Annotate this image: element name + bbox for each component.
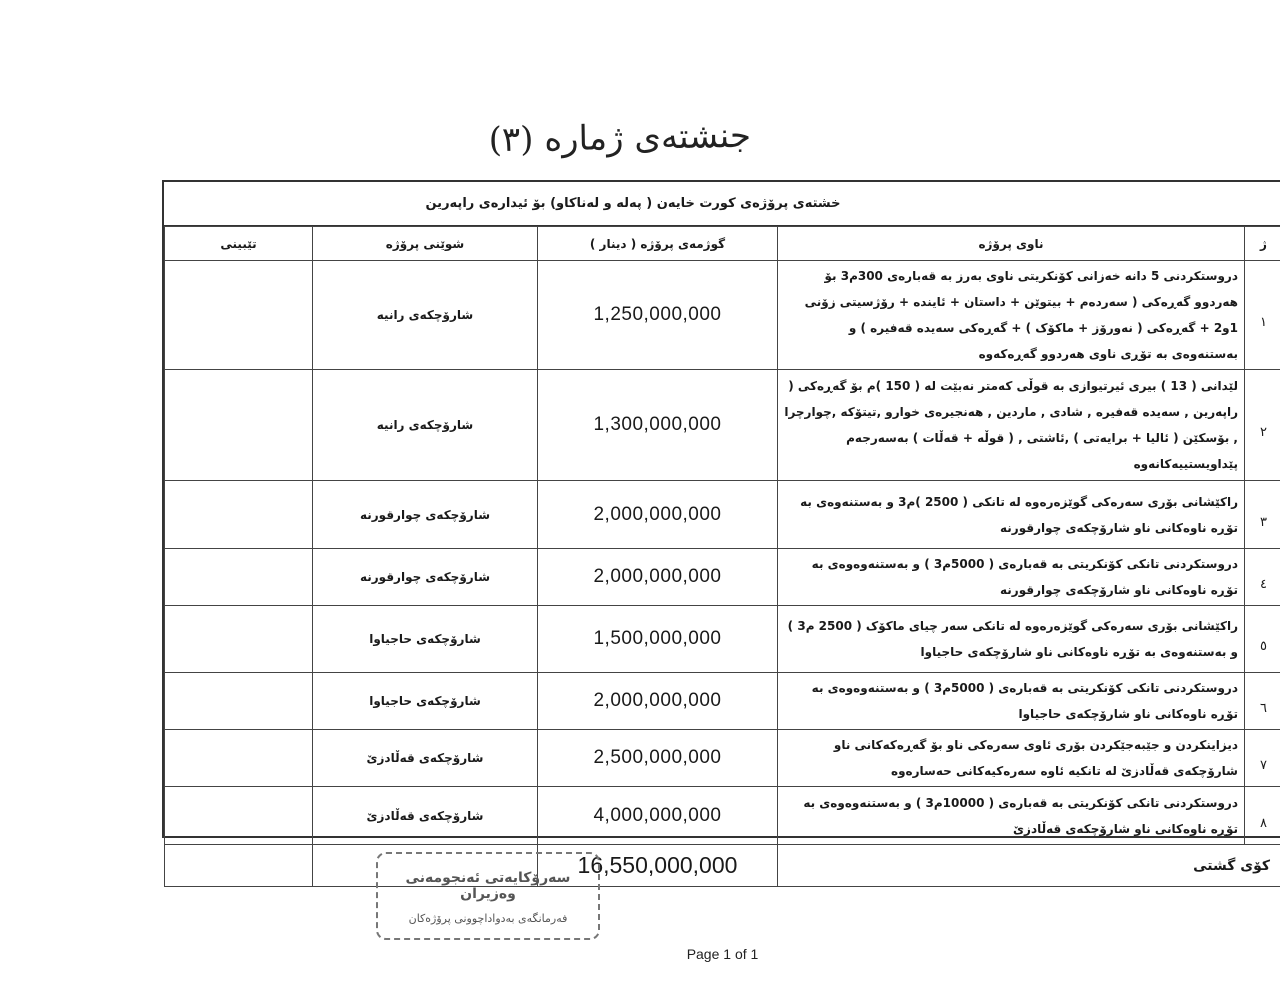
page-footer: Page 1 of 1 (686, 946, 759, 962)
row-number: ٣ (1245, 481, 1280, 549)
table-caption: خشتەی پرۆژەی کورت خایەن ( پەلە و لەناکاو) بۆ ئیدارەی راپەرین (164, 182, 1280, 226)
project-cost: 1,250,000,000 (538, 261, 778, 370)
stamp-line-1: سەرۆکایەتی ئەنجومەنی وەزیران (405, 870, 571, 902)
header-no: ژ (1245, 227, 1280, 261)
project-location: شارۆچکەی قەڵادزێ (313, 730, 538, 787)
project-cost: 2,000,000,000 (538, 673, 778, 730)
row-number: ٨ (1245, 787, 1280, 845)
project-location: شارۆچکەی قەڵادزێ (313, 787, 538, 845)
project-cost: 2,500,000,000 (538, 730, 778, 787)
project-cost: 2,000,000,000 (538, 481, 778, 549)
row-number: ٥ (1245, 606, 1280, 673)
header-cost: گوژمەی پرۆژە ( دینار ) (538, 227, 778, 261)
table-row (165, 730, 1280, 787)
project-name: دروستکردنی 5 دانە خەزانی کۆنکریتی ناوی بەرز بە قەبارەی 300م3 بۆ هەردوو گەڕەکی ( سەردەم + بیتوێن + داستان + ئاینده + رۆژسیتی زۆنی 1و2 + گەڕەکی ( نەورۆز + ماکۆک ) + گەڕەکی سەیدە قەفیرە ) و بەستنەوەی بە تۆڕی ناوی هەردوو گەڕەکەوە (778, 261, 1245, 370)
stamp-line-2: فەرمانگەی بەدواداچوونی پرۆژەکان (408, 912, 568, 925)
row-number: ٦ (1245, 673, 1280, 730)
project-cost: 1,300,000,000 (538, 370, 778, 481)
row-number: ١ (1245, 261, 1280, 370)
table-row (165, 549, 1280, 606)
project-notes (165, 261, 313, 370)
official-stamp (376, 852, 600, 940)
project-location: شارۆچکەی حاجیاوا (313, 673, 538, 730)
project-cost: 1,500,000,000 (538, 606, 778, 673)
project-location: شارۆچکەی رانیە (313, 370, 538, 481)
project-name: راکێشانی بۆری سەرەکی گوێزەرەوە لە تانکی ( 2500 )م3 و بەستنەوەی بە تۆڕە ناوەکانی ناو شارۆچکەی چوارقورنە (778, 481, 1245, 549)
project-notes (165, 730, 313, 787)
project-name: دروستکردنی تانکی کۆنکریتی بە قەبارەی ( 10000م3 ) و بەستنەوەوەی بە تۆڕە ناوەکانی ناو شارۆچکەی قەڵادزێ (778, 787, 1245, 845)
project-location: شارۆچکەی رانیە (313, 261, 538, 370)
header-name: ناوی پرۆژە (778, 227, 1245, 261)
table-row (165, 481, 1280, 549)
project-name: لێدانی ( 13 ) بیری ئیرتیوازی بە قوڵی کەمتر نەبێت لە ( 150 )م بۆ گەڕەکی ( راپەرین , سەیدە قەفیرە , شادی , ماردین , هەنجیرەی خوارو ,تیتۆکە ,چوارچرا , بۆسکێن ( ئالیا + برایەتی ) ,ئاشتی , ( قوڵە + قەڵات ) بەسەرجەم پێداویستییەکانەوە (778, 370, 1245, 481)
header-location: شوێنی پرۆژە (313, 227, 538, 261)
project-notes (165, 787, 313, 845)
table-row (165, 370, 1280, 481)
project-notes (165, 481, 313, 549)
total-empty-cell (165, 845, 313, 887)
table-row (165, 261, 1280, 370)
total-value: 16,550,000,000 (538, 845, 778, 887)
table-header-row (165, 227, 1280, 261)
total-label: کۆی گشتی (778, 845, 1280, 887)
project-name: دروستکردنی تانکی کۆنکریتی بە قەبارەی ( 5000م3 ) و بەستنەوەوەی بە تۆڕە ناوەکانی ناو شارۆچکەی چوارقورنە (778, 549, 1245, 606)
total-row (165, 845, 1280, 887)
table-row (165, 673, 1280, 730)
project-location: شارۆچکەی حاجیاوا (313, 606, 538, 673)
project-name: دیزاینکردن و جێبەجێکردن بۆری ئاوی سەرەکی ناو بۆ گەڕەکەکانی ناو شارۆچکەی قەڵادزێ لە تانکیە ئاوە سەرەکیەکانی حەسارەوە (778, 730, 1245, 787)
row-number: ٢ (1245, 370, 1280, 481)
project-notes (165, 673, 313, 730)
table-row (165, 606, 1280, 673)
header-notes: تێبینی (165, 227, 313, 261)
project-location: شارۆچکەی چوارقورنە (313, 481, 538, 549)
projects-table-frame (162, 180, 1280, 878)
project-name: دروستکردنی تانکی کۆنکریتی بە قەبارەی ( 5000م3 ) و بەستنەوەوەی بە تۆڕە ناوەکانی ناو شارۆچکەی حاجیاوا (778, 673, 1245, 730)
project-cost: 2,000,000,000 (538, 549, 778, 606)
row-number: ٧ (1245, 730, 1280, 787)
projects-table (164, 226, 1280, 887)
project-notes (165, 549, 313, 606)
project-location: شارۆچکەی چوارقورنە (313, 549, 538, 606)
project-notes (165, 606, 313, 673)
handwritten-title: جنشتەی ژمارە (٣) (488, 115, 752, 161)
table-row (165, 787, 1280, 845)
row-number: ٤ (1245, 549, 1280, 606)
project-notes (165, 370, 313, 481)
project-cost: 4,000,000,000 (538, 787, 778, 845)
project-name: راکێشانی بۆری سەرەکی گوێزەرەوە لە تانکی سەر چیای ماکۆک ( 2500 م3 ) و بەستنەوەی بە تۆڕە ناوەکانی ناو شارۆچکەی حاجیاوا (778, 606, 1245, 673)
